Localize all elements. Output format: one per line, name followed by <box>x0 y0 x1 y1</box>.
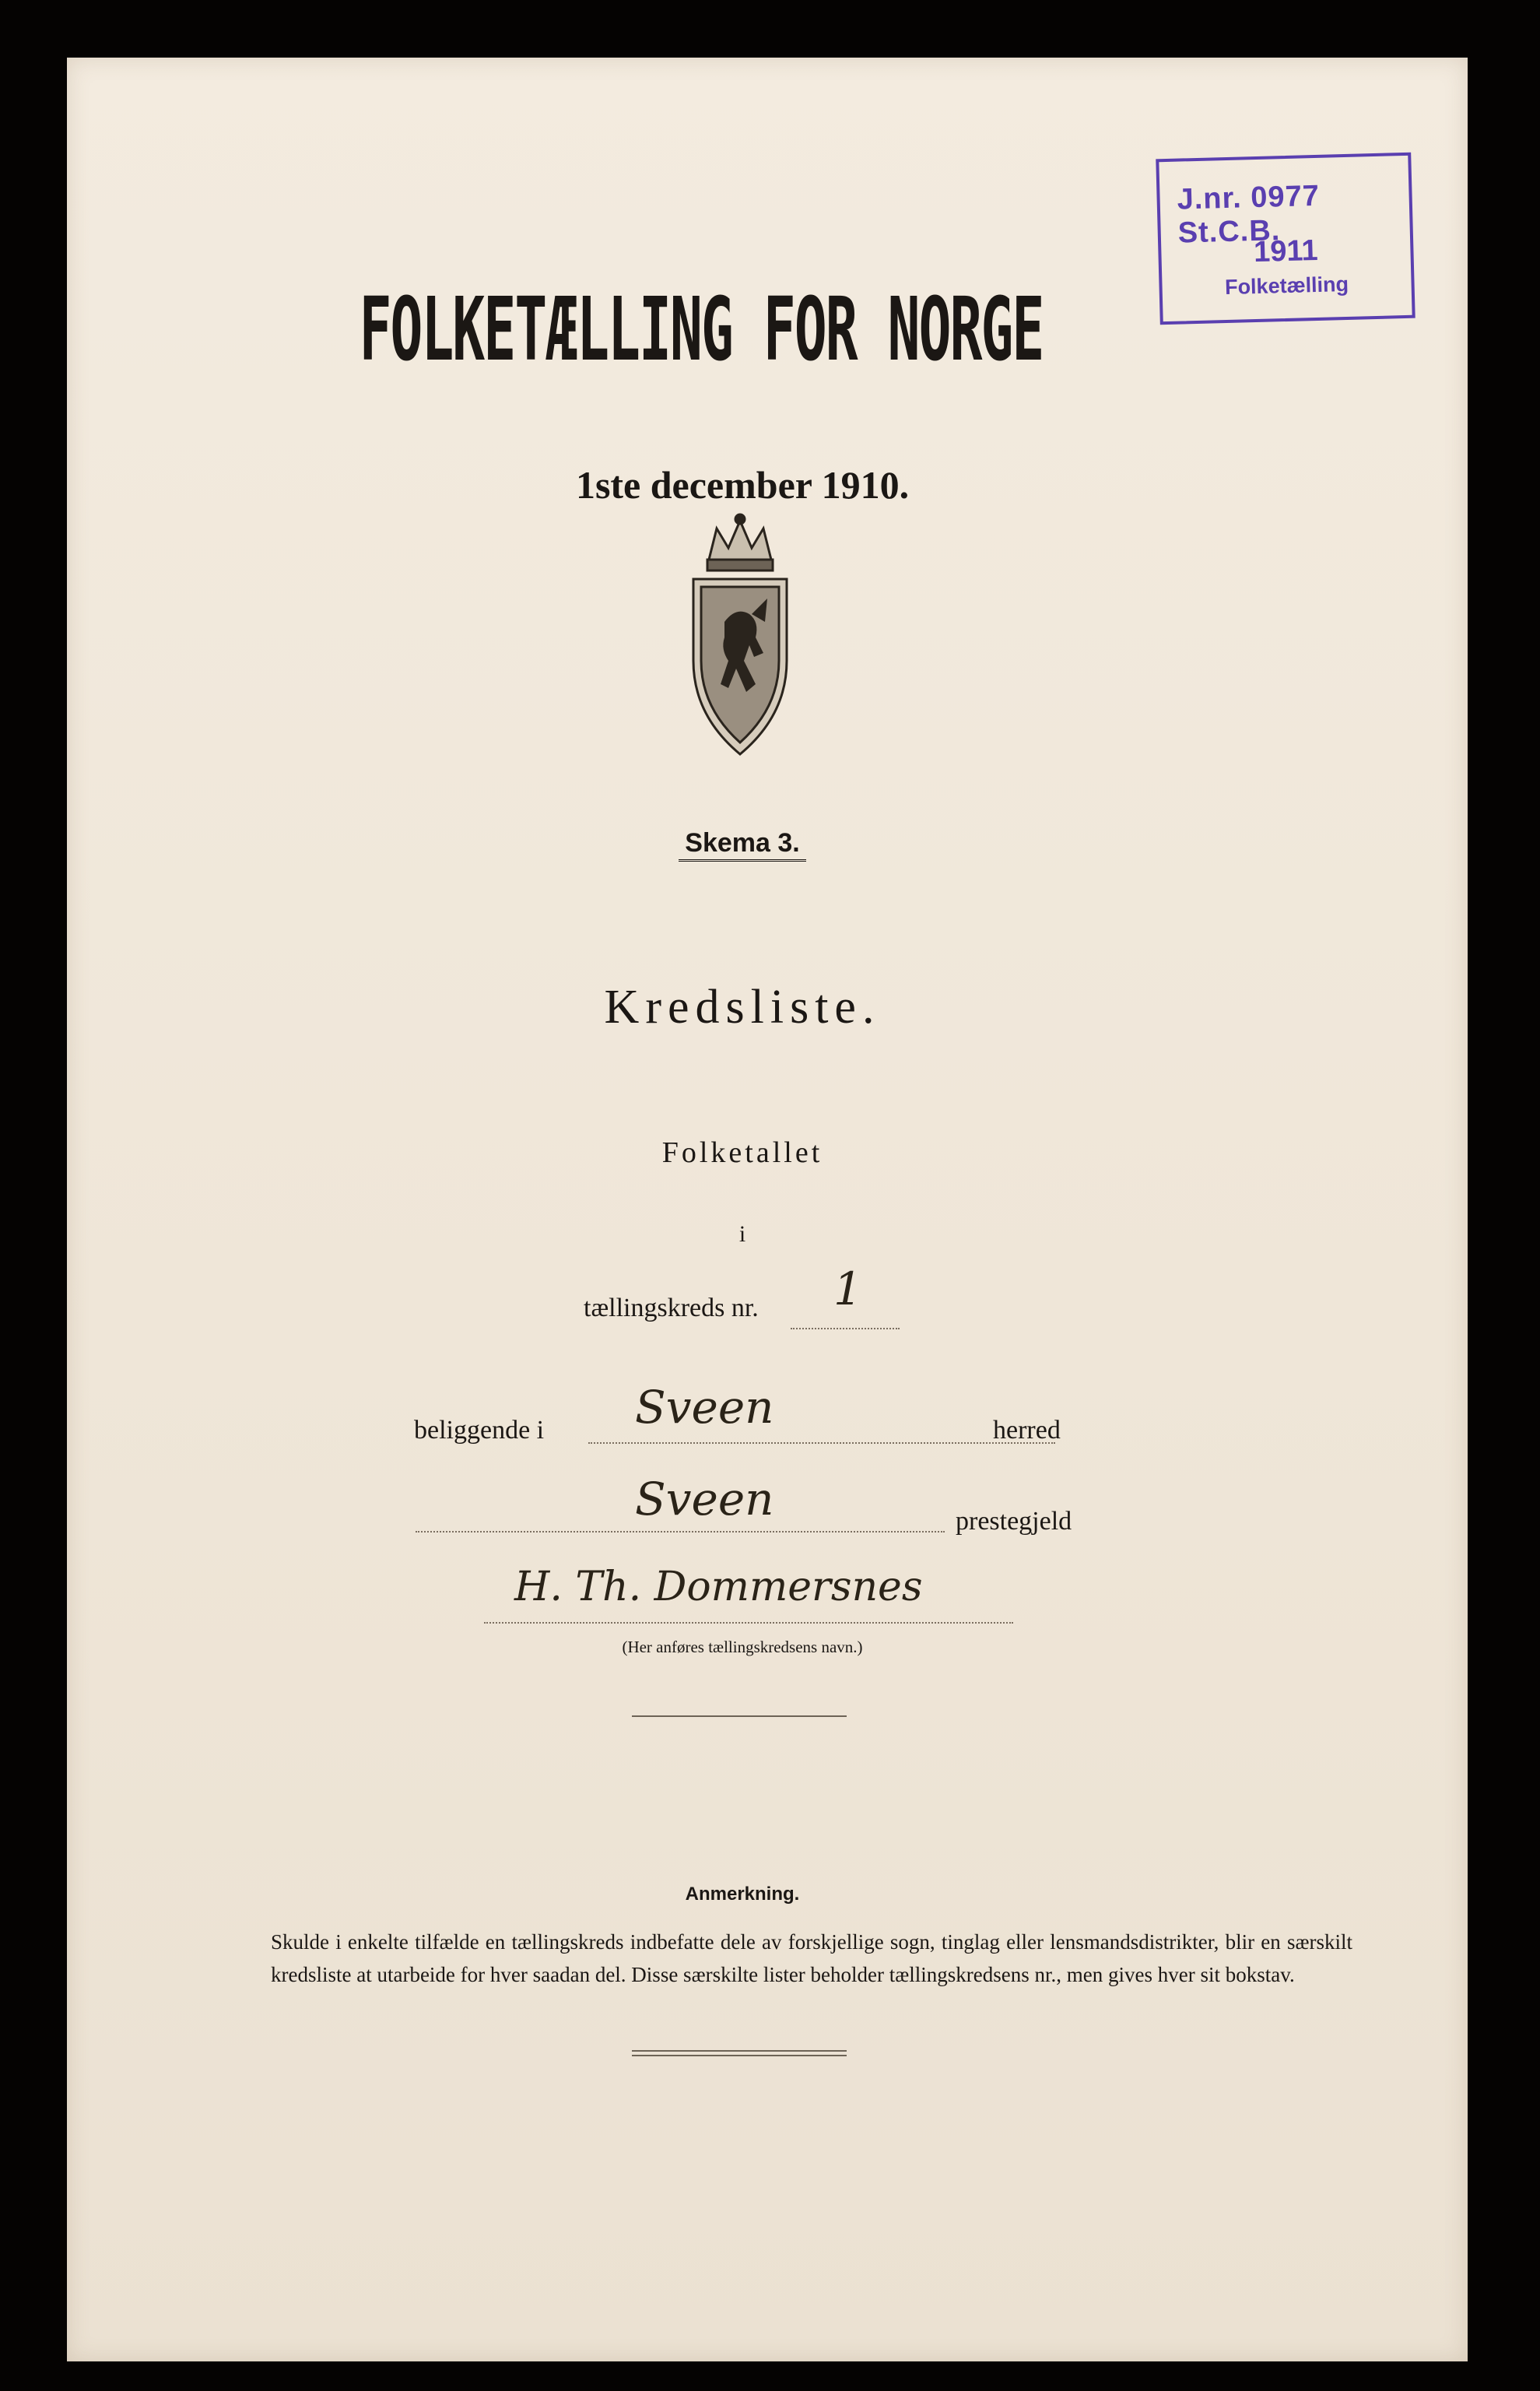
kreds-number-value: 1 <box>833 1262 862 1315</box>
census-date: 1ste december 1910. <box>575 463 910 507</box>
stamp-journal-number: J.nr. 0977 St.C.B. <box>1177 179 1321 250</box>
kreds-number-line <box>791 1328 900 1329</box>
kredsnavn-caption: (Her anføres tællingskredsens navn.) <box>622 1638 863 1656</box>
kredsnavn-value: H. Th. Dommersnes <box>514 1564 923 1610</box>
kreds-number-label: tællingskreds nr. <box>584 1294 759 1322</box>
footer-rule-bottom <box>632 2055 847 2056</box>
separator-rule <box>632 1715 847 1717</box>
stamp-year: 1911 <box>1253 233 1319 269</box>
note-heading: Anmerkning. <box>685 1884 800 1905</box>
census-form-page <box>67 58 1468 2361</box>
page-title: FOLKETÆLLING FOR NORGE <box>359 279 1044 381</box>
preposition-i: i <box>738 1221 746 1247</box>
prestegjeld-value: Sveen <box>635 1473 774 1526</box>
form-subheading: Folketallet <box>661 1136 823 1169</box>
beliggende-label: beliggende i <box>414 1416 545 1445</box>
prestegjeld-label: prestegjeld <box>956 1507 1072 1536</box>
herred-value: Sveen <box>635 1381 774 1434</box>
kredsnavn-line <box>484 1622 1013 1624</box>
herred-label: herred <box>993 1416 1061 1445</box>
stamp-label: Folketælling <box>1224 272 1349 300</box>
schema-label: Skema 3. <box>679 828 805 862</box>
form-heading: Kredsliste. <box>604 981 881 1034</box>
schema-number <box>67 828 1418 858</box>
archive-stamp <box>1156 153 1415 325</box>
norwegian-coat-of-arms-icon <box>678 505 802 770</box>
footer-rule-top <box>632 2050 847 2052</box>
note-text: Skulde i enkelte tilfælde en tællingskreds indbefatte dele av forskjellige sogn, tinglag eller lensmandsdistrikter, blir en særskilt kredsliste at utarbeide for hver saadan del. Disse særskilte lister beholder tællingskredsens nr., men gives hver sit bokstav. <box>271 1930 1352 1986</box>
prestegjeld-line <box>416 1531 945 1533</box>
herred-line <box>588 1442 1055 1444</box>
